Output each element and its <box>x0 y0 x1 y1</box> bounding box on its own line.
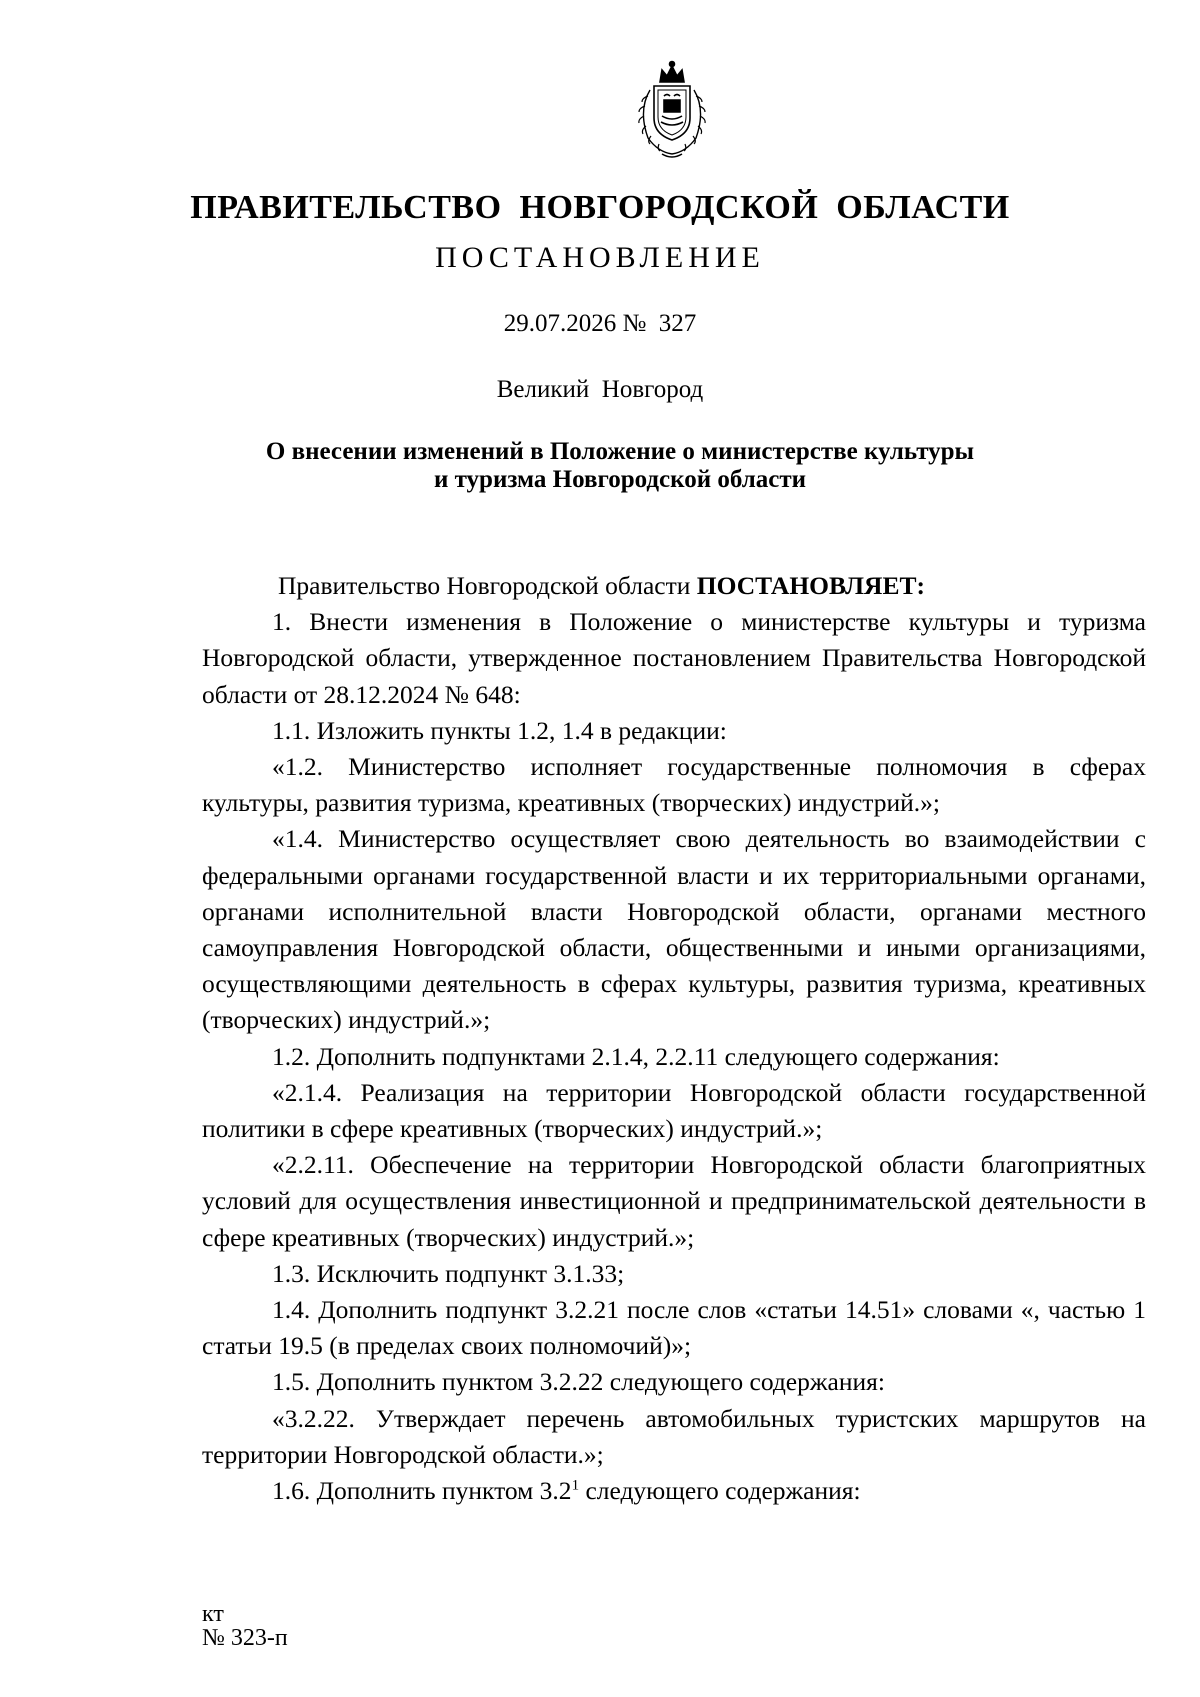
footer-number: № 323-п <box>202 1625 288 1651</box>
paragraph-1-6 <box>202 1473 1146 1509</box>
novgorod-coat-of-arms-icon <box>630 60 714 162</box>
footer-note <box>202 1602 288 1650</box>
paragraph-1-5: 1.5. Дополнить пунктом 3.2.22 следующего содержания: <box>272 1367 885 1397</box>
paragraph-1-6-suffix: следующего содержания: <box>579 1476 861 1506</box>
document-subject <box>0 438 1200 494</box>
intro-paragraph <box>202 568 1146 604</box>
intro-resolves: ПОСТАНОВЛЯЕТ: <box>696 571 925 600</box>
paragraph-quote-2-2-11: «2.2.11. Обеспечение на территории Новгородской области благоприятных условий для осуществления инвестиционной и предпринимательской деятельности в сфере креативных (творческих) индустрий.»; <box>202 1150 1146 1252</box>
paragraph-1-6-prefix: 1.6. Дополнить пунктом 3.2 <box>272 1476 572 1506</box>
document-type: ПОСТАНОВЛЕНИЕ <box>435 241 765 274</box>
place-of-issue: Великий Новгород <box>496 376 704 403</box>
date-number: 29.07.2026 № 327 <box>503 310 697 337</box>
paragraph-quote-3-2-22: «3.2.22. Утверждает перечень автомобильных туристских маршрутов на территории Новгородской области.»; <box>202 1403 1146 1469</box>
government-title: ПРАВИТЕЛЬСТВО НОВГОРОДСКОЙ ОБЛАСТИ <box>190 189 1010 226</box>
paragraph-1-4: 1.4. Дополнить подпункт 3.2.21 после слов «статьи 14.51» словами «, частью 1 статьи 19.5 (в пределах своих полномочий)»; <box>202 1295 1146 1361</box>
footer-initials: кт <box>202 1601 224 1627</box>
paragraph-1: 1. Внести изменения в Положение о министерстве культуры и туризма Новгородской области, утвержденное постановлением Правительства Новгородской области от 28.12.2024 № 648: <box>202 607 1146 709</box>
paragraph-1-1: 1.1. Изложить пункты 1.2, 1.4 в редакции: <box>272 715 727 745</box>
paragraph-quote-1-2: «1.2. Министерство исполняет государственные полномочия в сферах культуры, развития туризма, креативных (творческих) индустрий.»; <box>202 752 1146 818</box>
subject-line-1: О внесении изменений в Положение о министерстве культуры <box>265 438 975 465</box>
intro-text: Правительство Новгородской области <box>278 571 697 600</box>
superscript: 1 <box>571 1477 580 1494</box>
subject-line-2: и туризма Новгородской области <box>433 466 807 493</box>
paragraph-1-3: 1.3. Исключить подпункт 3.1.33; <box>272 1258 625 1288</box>
document-body <box>202 568 1146 1509</box>
paragraph-quote-1-4: «1.4. Министерство осуществляет свою деятельность во взаимодействии с федеральными органами государственной власти и их территориальными органами, органами исполнительной власти Новгородской области, органами местного самоуправления Новгородской области, общественными и иными организациями, осуществляющими деятельность в сферах культуры, развития туризма, креативных (творческих) индустрий.»; <box>202 824 1146 1035</box>
paragraph-1-2: 1.2. Дополнить подпунктами 2.1.4, 2.2.11 следующего содержания: <box>272 1041 1000 1071</box>
paragraph-quote-2-1-4: «2.1.4. Реализация на территории Новгородской области государственной политики в сфере креативных (творческих) индустрий.»; <box>202 1077 1146 1144</box>
